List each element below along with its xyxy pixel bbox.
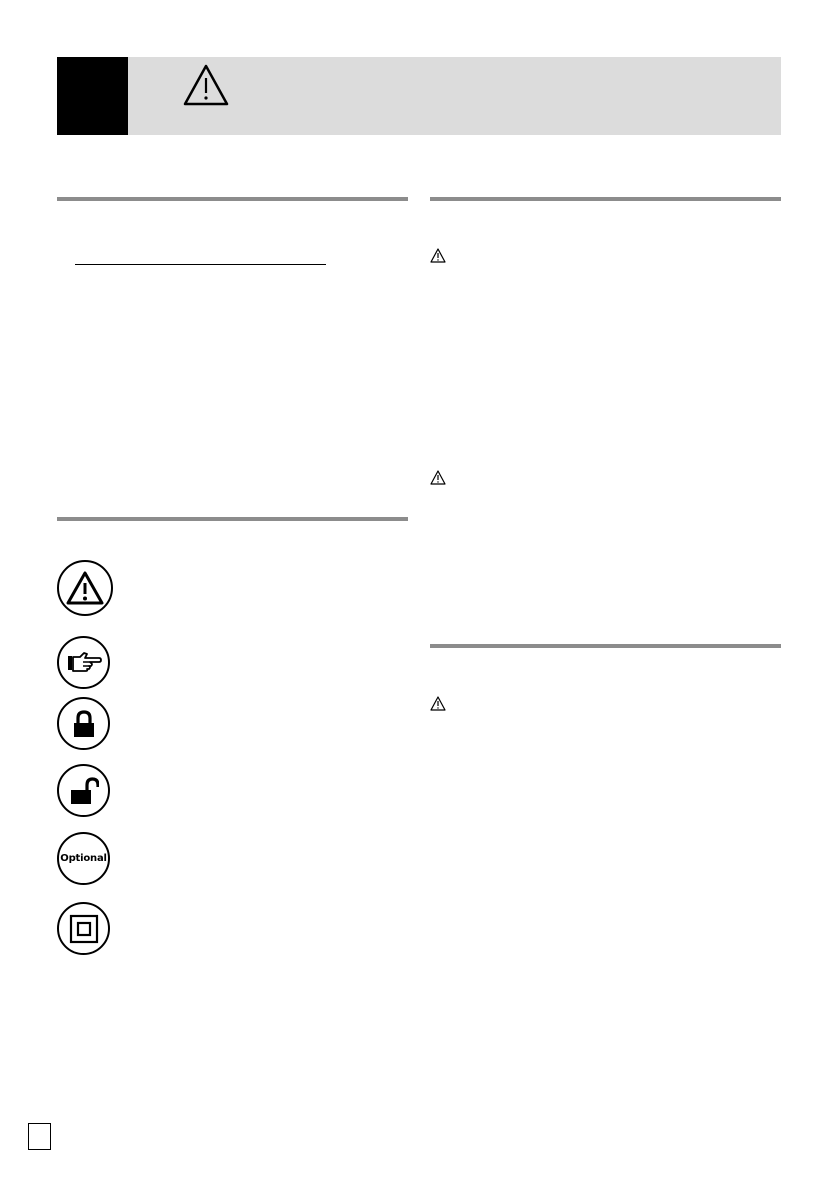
page-number-box [28,1123,51,1150]
lock-open-icon [57,764,110,817]
warning-icon [57,560,113,616]
header-number-block [57,57,128,135]
section-rule [430,644,781,648]
section-rule [57,197,408,201]
warning-icon [430,696,446,711]
pointing-hand-icon [57,636,110,689]
warning-triangle-icon [182,63,230,107]
lock-closed-icon [57,697,110,750]
warning-icon [430,248,446,263]
underline [75,264,326,265]
section-rule [430,197,781,201]
warning-icon [430,470,446,485]
section-rule [57,517,408,521]
optional-icon [57,832,110,885]
double-insulation-icon [57,902,110,955]
optional-label: Optional [60,853,107,864]
